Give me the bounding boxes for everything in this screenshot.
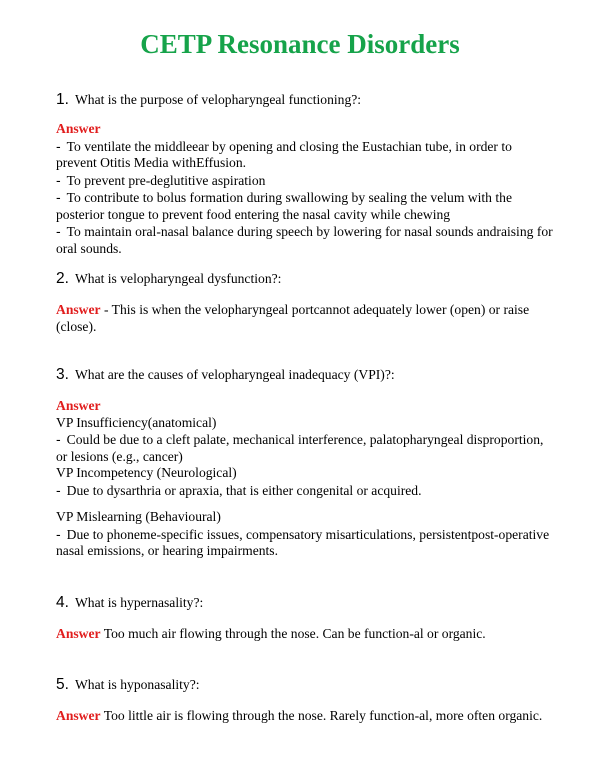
answer-bullet: - Due to dysarthria or apraxia, that is either congenital or acquired. — [56, 481, 422, 498]
question-text: What is hypernasality?: — [74, 595, 204, 610]
answer-bullet: - Due to phoneme-specific issues, compensatory misarticulations, persistentpost-operative nasal emissions, or hearing impairments. — [56, 525, 550, 558]
dash-icon: - — [56, 223, 61, 239]
question-1 — [56, 91, 556, 108]
answer-label: Answer — [56, 398, 101, 413]
question-4 — [56, 594, 556, 611]
answer-3 — [56, 398, 556, 560]
question-number: 4. — [56, 594, 69, 611]
group-heading: VP Incompetency (Neurological) — [56, 465, 237, 480]
question-5 — [56, 676, 556, 693]
answer-text: - This is when the velopharyngeal portcannot adequately lower (open) or raise (close). — [56, 302, 530, 334]
answer-bullet: - To contribute to bolus formation during swallowing by sealing the velum with the posterior tongue to prevent food entering the nasal cavity while chewing — [56, 189, 512, 222]
question-number: 5. — [56, 676, 69, 693]
spacer — [56, 499, 556, 509]
answer-bullet: - To maintain oral-nasal balance during speech by lowering for nasal sounds andraising for oral sounds. — [56, 223, 553, 256]
answer-2 — [56, 302, 556, 335]
answer-1 — [56, 121, 556, 257]
question-text: What is velopharyngeal dysfunction?: — [74, 271, 282, 286]
dash-icon: - — [56, 481, 61, 498]
answer-bullet: - Could be due to a cleft palate, mechanical interference, palatopharyngeal disproportion, or lesions (e.g., cancer) — [56, 431, 544, 464]
group-heading: VP Mislearning (Behavioural) — [56, 509, 221, 524]
answer-5 — [56, 708, 556, 725]
answer-label: Answer — [56, 626, 101, 641]
group-heading: VP Insufficiency(anatomical) — [56, 414, 217, 430]
question-3 — [56, 366, 556, 383]
answer-label: Answer — [56, 302, 101, 317]
question-2 — [56, 270, 556, 287]
answer-bullet: - To ventilate the middleear by opening and closing the Eustachian tube, in order to prevent Otitis Media withEffusion. — [56, 137, 512, 170]
page-title: CETP Resonance Disorders — [140, 29, 460, 59]
dash-icon: - — [56, 137, 61, 154]
dash-icon: - — [56, 431, 61, 447]
answer-label: Answer — [56, 708, 101, 723]
dash-icon: - — [56, 189, 61, 205]
question-text: What is hyponasality?: — [74, 677, 200, 692]
dash-icon: - — [56, 171, 61, 188]
answer-bullet: - To prevent pre-deglutitive aspiration — [56, 171, 266, 188]
answer-text: Too little air is flowing through the nose. Rarely function-al, more often organic. — [103, 708, 543, 723]
question-number: 1. — [56, 91, 69, 108]
dash-icon: - — [56, 525, 61, 542]
question-text: What is the purpose of velopharyngeal functioning?: — [74, 92, 362, 107]
answer-text: Too much air flowing through the nose. Can be function-al or organic. — [103, 626, 486, 641]
answer-4 — [56, 626, 556, 643]
question-text: What are the causes of velopharyngeal inadequacy (VPI)?: — [74, 367, 395, 382]
answer-label: Answer — [56, 121, 101, 136]
question-number: 2. — [56, 270, 69, 287]
question-number: 3. — [56, 366, 69, 383]
